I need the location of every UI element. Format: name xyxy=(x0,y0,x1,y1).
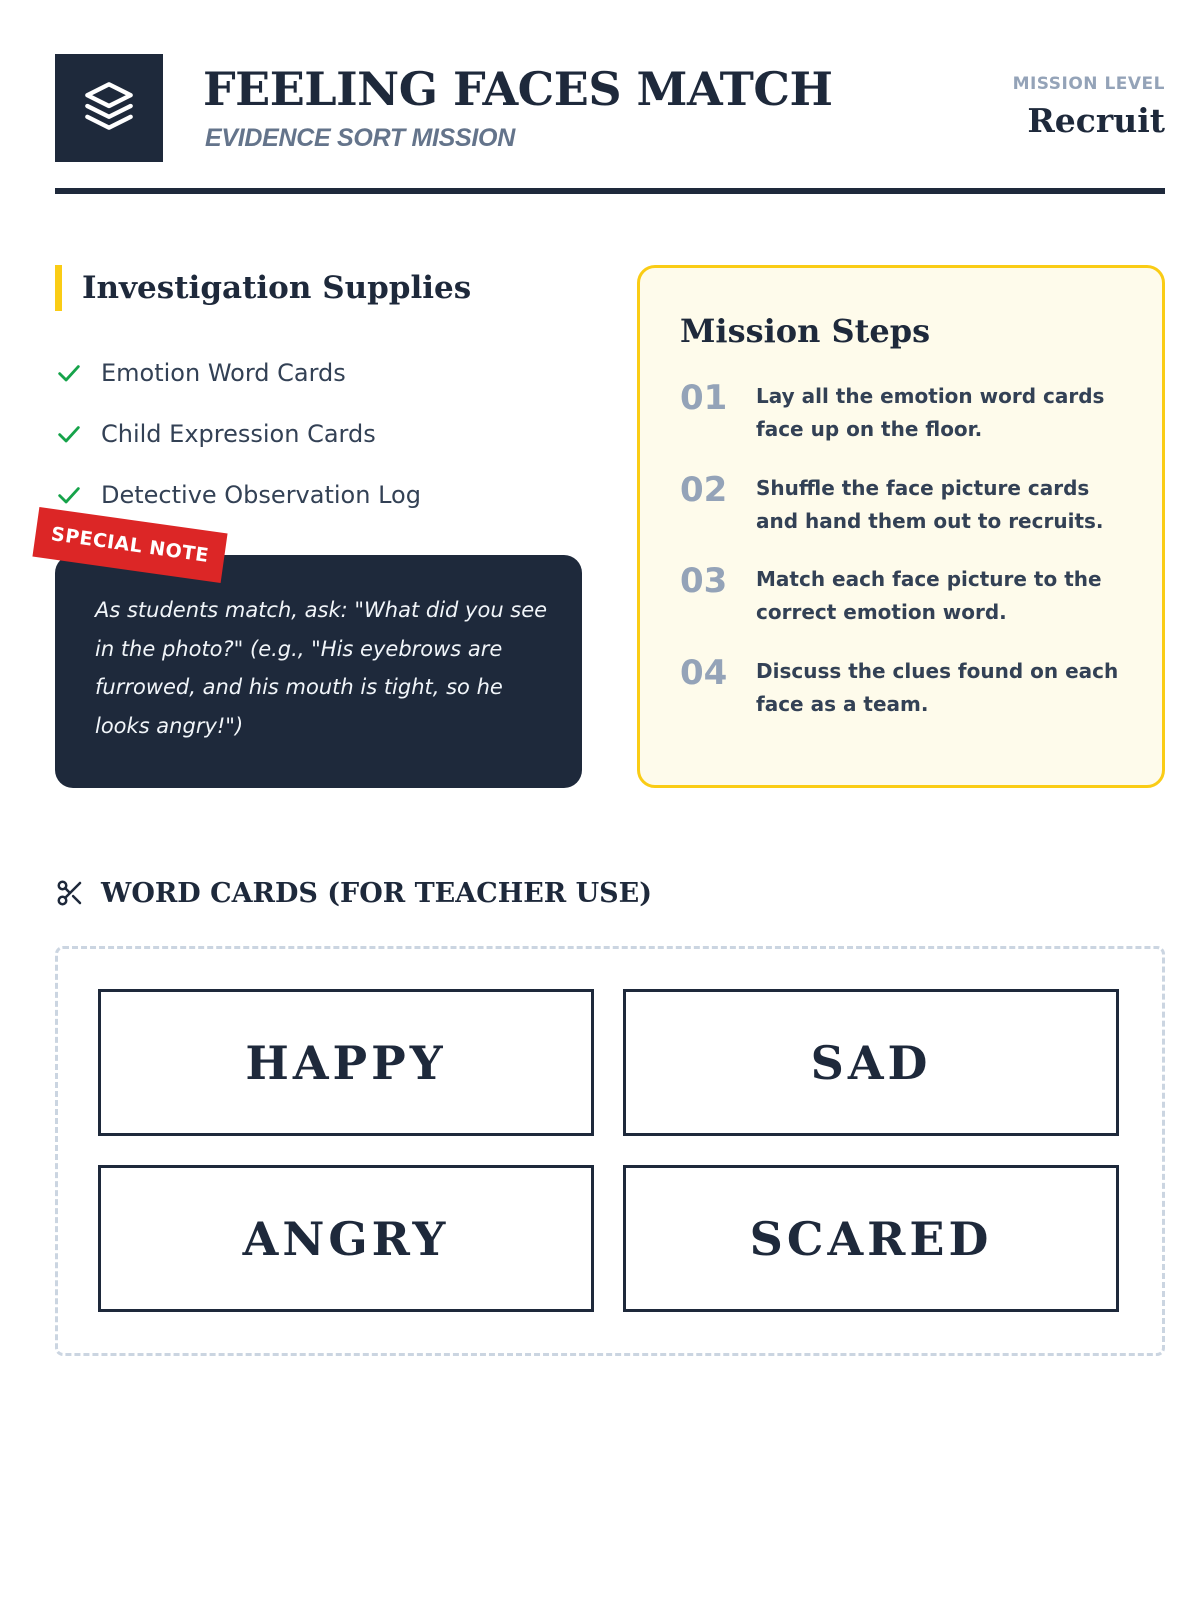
step-text: Shuffle the face picture cards and hand them out to recruits. xyxy=(756,476,1104,533)
mission-level-label: MISSION LEVEL xyxy=(1012,74,1165,94)
logo xyxy=(55,54,163,162)
word-card-scared: SCARED xyxy=(623,1165,1119,1312)
mission-steps-title: Mission Steps xyxy=(680,312,931,350)
list-item xyxy=(55,474,421,515)
step-number: 04 xyxy=(680,653,728,693)
supply-label: Emotion Word Cards xyxy=(101,358,346,387)
special-note-tag: SPECIAL NOTE xyxy=(32,507,227,583)
supply-label: Child Expression Cards xyxy=(101,419,376,448)
scissors-icon xyxy=(55,873,101,913)
word-card-angry: ANGRY xyxy=(98,1165,594,1312)
step-item xyxy=(680,472,1130,542)
step-text: Discuss the clues found on each face as a team. xyxy=(756,659,1119,716)
step-item xyxy=(680,563,1130,633)
layers-icon xyxy=(83,80,135,137)
word-cards-cutout-frame xyxy=(55,946,1165,1356)
step-item xyxy=(680,380,1130,450)
word-cards-heading xyxy=(55,873,652,913)
check-icon xyxy=(55,480,101,510)
special-note-card xyxy=(55,555,582,788)
supply-list xyxy=(55,352,421,535)
step-number: 03 xyxy=(680,561,728,601)
word-card-happy: HAPPY xyxy=(98,989,594,1136)
list-item xyxy=(55,352,421,393)
word-cards-label: WORD CARDS (FOR TEACHER USE) xyxy=(101,877,653,909)
list-item xyxy=(55,413,421,454)
mission-steps-card xyxy=(637,265,1165,788)
header xyxy=(55,54,1165,194)
page-title: FEELING FACES MATCH xyxy=(203,62,833,116)
step-text: Match each face picture to the correct emotion word. xyxy=(756,567,1102,624)
check-icon xyxy=(55,358,101,388)
mission-level-value: Recruit xyxy=(1027,101,1165,140)
step-number: 01 xyxy=(680,378,728,418)
word-card-sad: SAD xyxy=(623,989,1119,1136)
special-note-text: As students match, ask: "What did you see in the photo?" (e.g., "His eyebrows are furrowed, and his mouth is tight, so he looks angry!") xyxy=(95,598,548,738)
supplies-heading: Investigation Supplies xyxy=(55,265,471,311)
step-number: 02 xyxy=(680,470,728,510)
supply-label: Detective Observation Log xyxy=(101,480,421,509)
step-text: Lay all the emotion word cards face up on the floor. xyxy=(756,384,1105,441)
check-icon xyxy=(55,419,101,449)
page-subtitle: EVIDENCE SORT MISSION xyxy=(205,124,515,152)
step-item xyxy=(680,655,1130,725)
